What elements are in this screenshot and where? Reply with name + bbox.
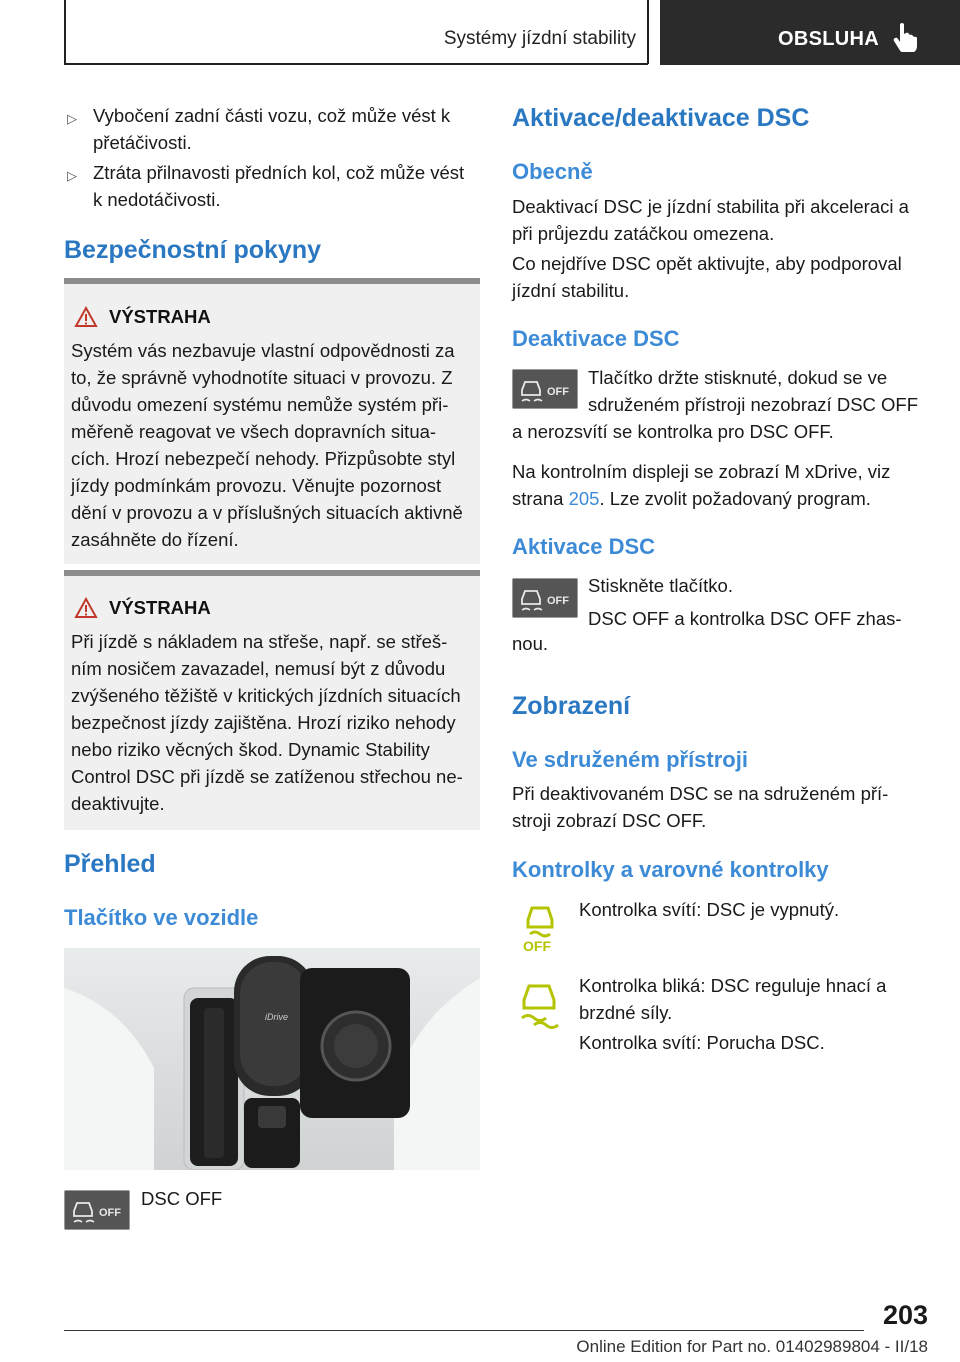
lamp-description: Kontrolka svítí: Porucha DSC. [579,1032,825,1053]
general-paragraph: Deaktivací DSC je jízdní stabilita při akceleraci a při průjezdu zatáčkou omezena. [512,196,909,244]
hand-pointer-icon [892,22,918,52]
lights-heading: Kontrolky a varovné kontrolky [512,857,829,882]
chapter-tab-label: OBSLUHA [778,28,879,50]
svg-text:iDrive: iDrive [265,1012,289,1022]
warning-title: VÝSTRAHA [109,306,211,327]
lamp-description: Kontrolka svítí: DSC je vypnutý. [579,899,840,920]
display-heading: Zobrazení [512,692,631,720]
svg-text:OFF: OFF [523,938,551,954]
bullet-item: Vybočení zadní části vozu, což může vést k přetáčivosti. [93,105,451,153]
warning-title: VÝSTRAHA [109,597,211,618]
dsc-heading: Aktivace/deaktivace DSC [512,104,810,132]
deactivate-paragraph-cont: a nerozsvítí se kontrolka pro DSC OFF. [512,421,834,442]
edition-note: Online Edition for Part no. 01402989804 - II/18 [576,1337,928,1356]
svg-text:OFF: OFF [99,1207,121,1219]
deactivate-heading: Deaktivace DSC [512,326,680,351]
general-heading: Obecně [512,159,593,184]
bullet-triangle-icon: ▷ [67,111,77,126]
header-left-rule [64,0,66,64]
button-heading: Tlačítko ve vozidle [64,905,259,930]
safety-heading: Bezpečnostní pokyny [64,236,321,264]
bullet-item: Ztráta přilnavosti předních kol, což může vést k nedotáčivosti. [93,162,465,210]
general-paragraph: Co nejdříve DSC opět aktivujte, aby podporoval jízdní stabilitu. [512,253,902,301]
activate-step: Stiskněte tlačítko. [588,575,733,596]
svg-text:OFF: OFF [547,386,569,398]
warning-triangle-icon [74,597,98,619]
svg-text:OFF: OFF [547,595,569,607]
overview-heading: Přehled [64,850,156,878]
footer-rule [64,1330,864,1331]
page-number: 203 [882,1300,928,1330]
activate-paragraph: DSC OFF a kontrolka DSC OFF zhas‐ [588,608,902,629]
deactivate-paragraph-2: Na kontrolním displeji se zobrazí M xDrive, viz strana 205. Lze zvolit požadovaný program. [512,461,891,509]
header-bottom-rule [64,63,648,65]
warning-text: Při jízdě s nákladem na střeše, např. se střeš‐ ním nosičem zavazadel, nemusí být z důvodu zvýšeného těžiště v kritických jízdních situacích bezpečnost jízdy zajištěna. Hrozí riziko nehody nebo riziko věcných škod. Dynamic Stability Control DSC při jízdě se zatíženou střechou ne‐ deaktivujte. [71,631,463,814]
button-caption: DSC OFF [141,1188,223,1209]
section-title: Systémy jízdní stability [443,28,636,49]
activate-heading: Aktivace DSC [512,534,656,559]
warning-text: Systém vás nezbavuje vlastní odpovědnosti za to, že správně vyhodnotíte situaci v provozu. Z důvodu omezení systému nemůže systém při‐ měřeně reagovat ve všech dopravních situa‐ cích. Hrozí nebezpečí nehody. Přizpůsobte styl jízdy podmínkám provozu. Věnujte pozornost dění v provozu a v příslušných situacích aktivně zasáhněte do řízení. [71,340,463,550]
console-photo [64,948,480,1170]
lamp-description: Kontrolka bliká: DSC reguluje hnací a brzdné síly. [579,975,887,1023]
dsc-lamp-icon [514,978,564,1030]
cluster-heading: Ve sdruženém přístroji [512,747,748,772]
cluster-paragraph: Při deaktivovaném DSC se na sdruženém pří‐ stroji zobrazí DSC OFF. [512,783,889,831]
dsc-off-button-image [512,578,578,618]
dsc-off-button-image [512,369,578,409]
deactivate-paragraph: Tlačítko držte stisknuté, dokud se ve sdruženém přístroji nezobrazí DSC OFF [588,367,919,415]
dsc-off-lamp-icon [520,900,560,954]
dsc-off-button-image [64,1190,130,1230]
page-link[interactable]: 205 [568,488,600,509]
bullet-triangle-icon: ▷ [67,168,77,183]
warning-triangle-icon [74,306,98,328]
activate-paragraph-cont: nou. [512,633,549,654]
header-right-rule [647,0,649,64]
